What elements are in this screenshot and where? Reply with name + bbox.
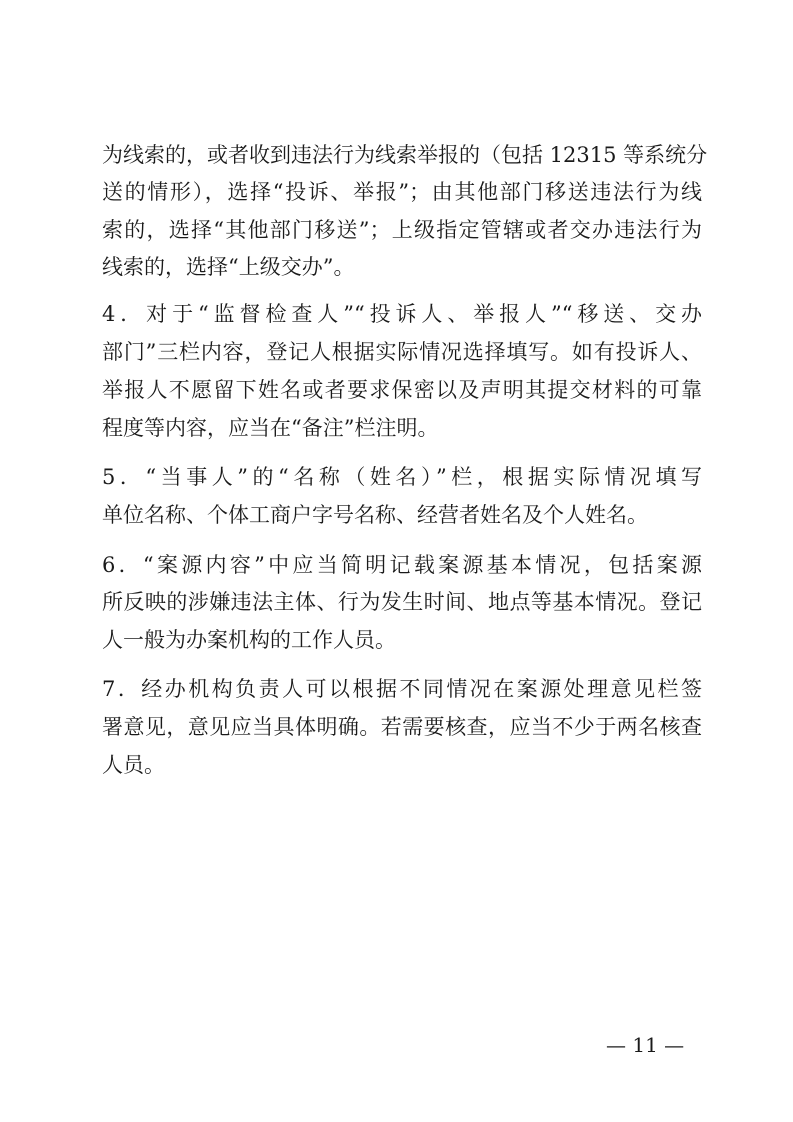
paragraph-line: 举报人不愿留下姓名或者要求保密以及声明其提交材料的可靠	[102, 378, 702, 402]
paragraph-line: 人一般为办案机构的工作人员。	[102, 628, 396, 652]
paragraph-line: 程度等内容，应当在“备注”栏注明。	[102, 416, 439, 440]
page-number: — 11 —	[606, 1033, 685, 1057]
paragraph-line: 5．“当事人”的“名称（姓名）”栏，根据实际情况填写	[102, 465, 702, 489]
paragraph-line: 单位名称、个体工商户字号名称、经营者姓名及个人姓名。	[102, 503, 648, 527]
paragraph-line: 索的，选择“其他部门移送”；上级指定管辖或者交办违法行为	[102, 218, 702, 242]
paragraph-line: 7．经办机构负责人可以根据不同情况在案源处理意见栏签	[102, 677, 702, 701]
paragraph-line: 人员。	[102, 753, 165, 777]
paragraph-line: 署意见，意见应当具体明确。若需要核查，应当不少于两名核查	[102, 715, 702, 739]
paragraph-line: 送的情形），选择“投诉、举报”；由其他部门移送违法行为线	[102, 180, 702, 204]
paragraph-line: 所反映的涉嫌违法主体、行为发生时间、地点等基本情况。登记	[102, 590, 702, 614]
paragraph-line: 4．对于“监督检查人”“投诉人、举报人”“移送、交办	[102, 302, 702, 326]
paragraph-line: 为线索的，或者收到违法行为线索举报的（包括 12315 等系统分	[102, 143, 708, 167]
paragraph-line: 线索的，选择“上级交办”。	[102, 255, 355, 279]
paragraph-line: 6．“案源内容”中应当简明记载案源基本情况，包括案源	[102, 553, 702, 577]
paragraph-line: 部门”三栏内容，登记人根据实际情况选择填写。如有投诉人、	[102, 340, 702, 364]
